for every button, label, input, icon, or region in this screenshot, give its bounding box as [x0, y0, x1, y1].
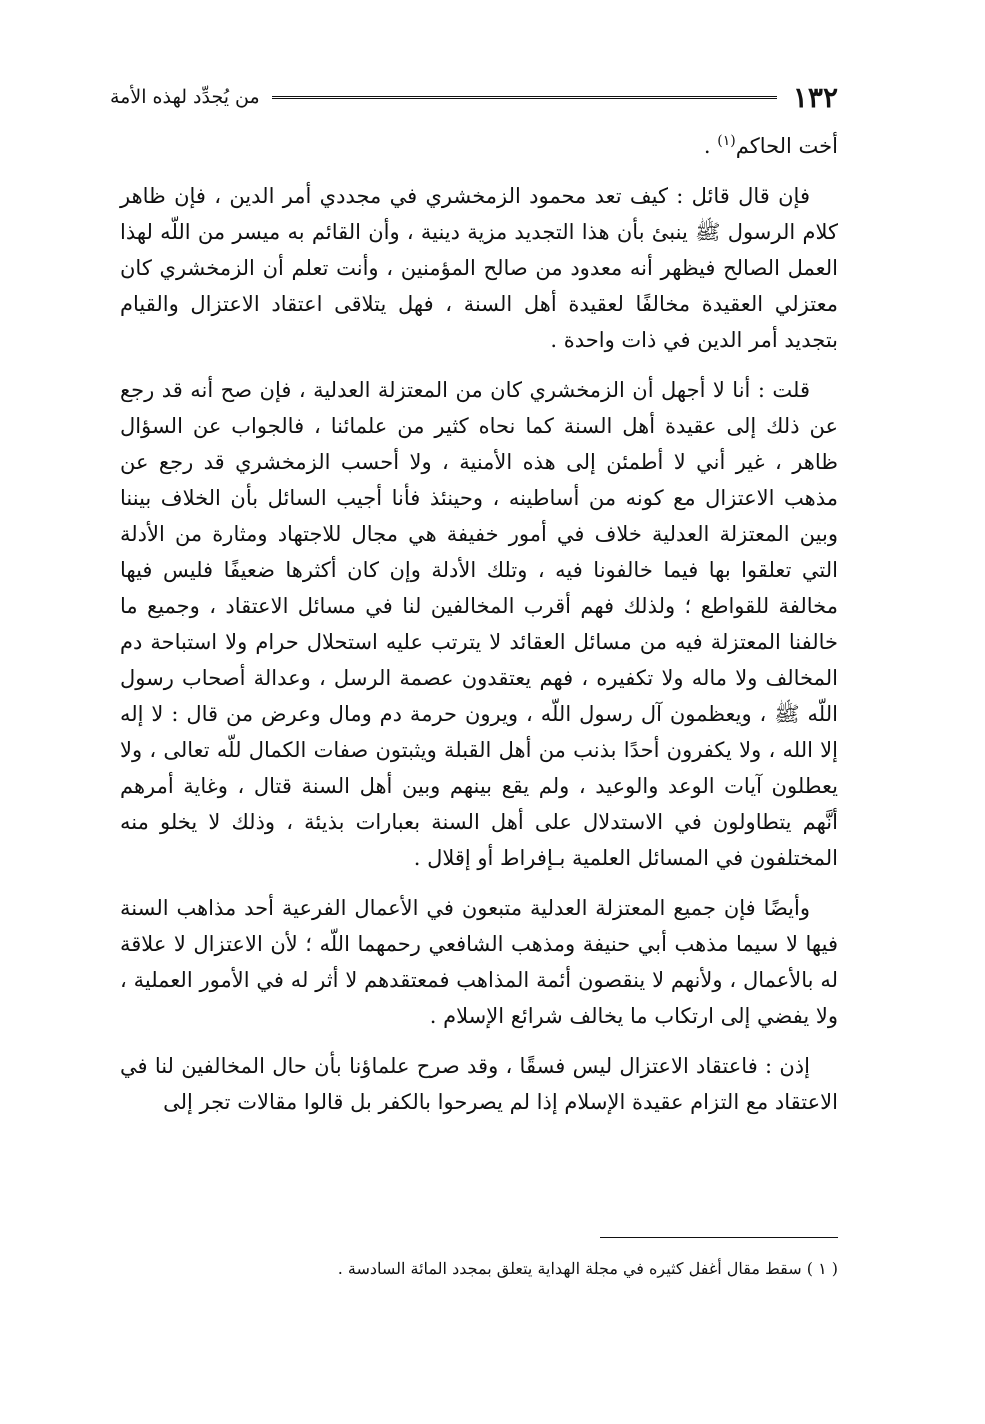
footnote-separator: [600, 1237, 838, 1238]
page-header: [110, 80, 838, 114]
running-title: من يُجدِّد لهذه الأمة: [110, 86, 260, 108]
paragraph-1-end: .: [703, 134, 711, 158]
paragraph-1: [120, 128, 838, 164]
paragraph-4: وأيضًا فإن جميع المعتزلة العدلية متبعون في الأعمال الفرعية أحد مذاهب السنة فيها لا سيما مذهب أبي حنيفة ومذهب الشافعي رحمهما اللّه ؛ لأن الاعتزال لا علاقة له بالأعمال ، ولأنهم لا ينقصون أئمة المذاهب فمعتقدهم لا أثر له في الأمور العملية ، ولا يفضي إلى ارتكاب ما يخالف شرائع الإسلام .: [120, 896, 838, 1028]
paragraph-2: فإن قال قائل : كيف تعد محمود الزمخشري في مجددي أمر الدين ، فإن ظاهر كلام الرسول ﷺ ينبئ بأن هذا التجديد مزية دينية ، وأن القائم به ميسر من اللّه لهذا العمل الصالح فيظهر أنه معدود من صالح المؤمنين ، وأنت تعلم أن الزمخشري كان معتزلي العقيدة مخالفًا لعقيدة أهل السنة ، فهل يتلاقى اعتقاد الاعتزال والقيام بتجديد أمر الدين في ذات واحدة .: [120, 184, 838, 352]
paragraph-1-text: أخت الحاكم: [735, 134, 838, 158]
paragraph-5: إذن : فاعتقاد الاعتزال ليس فسقًا ، وقد صرح علماؤنا بأن حال المخالفين لنا في الاعتقاد مع التزام عقيدة الإسلام إذا لم يصرحوا بالكفر بل قالوا مقالات تجر إلى: [120, 1054, 838, 1114]
footnote-reference: (١): [717, 133, 736, 149]
main-text: [120, 128, 838, 1134]
header-double-rule: [272, 96, 777, 99]
page-number: ١٣٢: [792, 80, 838, 114]
footnote: ( ١ ) سقط مقال أغفل كثيره في مجلة الهداية يتعلق بمجدد المائة السادسة .: [337, 1259, 838, 1278]
paragraph-3: قلت : أنا لا أجهل أن الزمخشري كان من المعتزلة العدلية ، فإن صح أنه قد رجع عن ذلك إلى عقيدة أهل السنة كما نحاه كثير من علمائنا ، فالجواب عن السؤال ظاهر ، غير أني لا أطمئن إلى هذه الأمنية ، ولا أحسب الزمخشري قد رجع عن مذهب الاعتزال مع كونه من أساطينه ، وحينئذ فأنا أجيب السائل بأن الخلاف بيننا وبين المعتزلة العدلية خلاف في أمور خفيفة هي مجال للاجتهاد ومثارة من الأدلة التي تعلقوا بها فيما خالفونا فيه ، وتلك الأدلة وإن كان أكثرها ضعيفًا فليس فيها مخالفة للقواطع ؛ ولذلك فهم أقرب المخالفين لنا في مسائل الاعتقاد ، وجميع ما خالفنا المعتزلة فيه من مسائل العقائد لا يترتب عليه استحلال حرام ولا استباحة دم المخالف ولا ماله ولا تكفيره ، فهم يعتقدون عصمة الرسل ، وعدالة أصحاب رسول اللّه ﷺ ، ويعظمون آل رسول اللّه ، ويرون حرمة دم ومال وعرض من قال : لا إله إلا الله ، ولا يكفرون أحدًا بذنب من أهل القبلة ويثبتون صفات الكمال للّه تعالى ، ولا يعطلون آيات الوعد والوعيد ، ولم يقع بينهم وبين أهل السنة قتال ، وغاية أمرهم أنَّهم يتطاولون في الاستدلال على أهل السنة بعبارات بذيئة ، وذلك لا يخلو منه المختلفون في المسائل العلمية بـإفراط أو إقلال .: [120, 378, 838, 870]
